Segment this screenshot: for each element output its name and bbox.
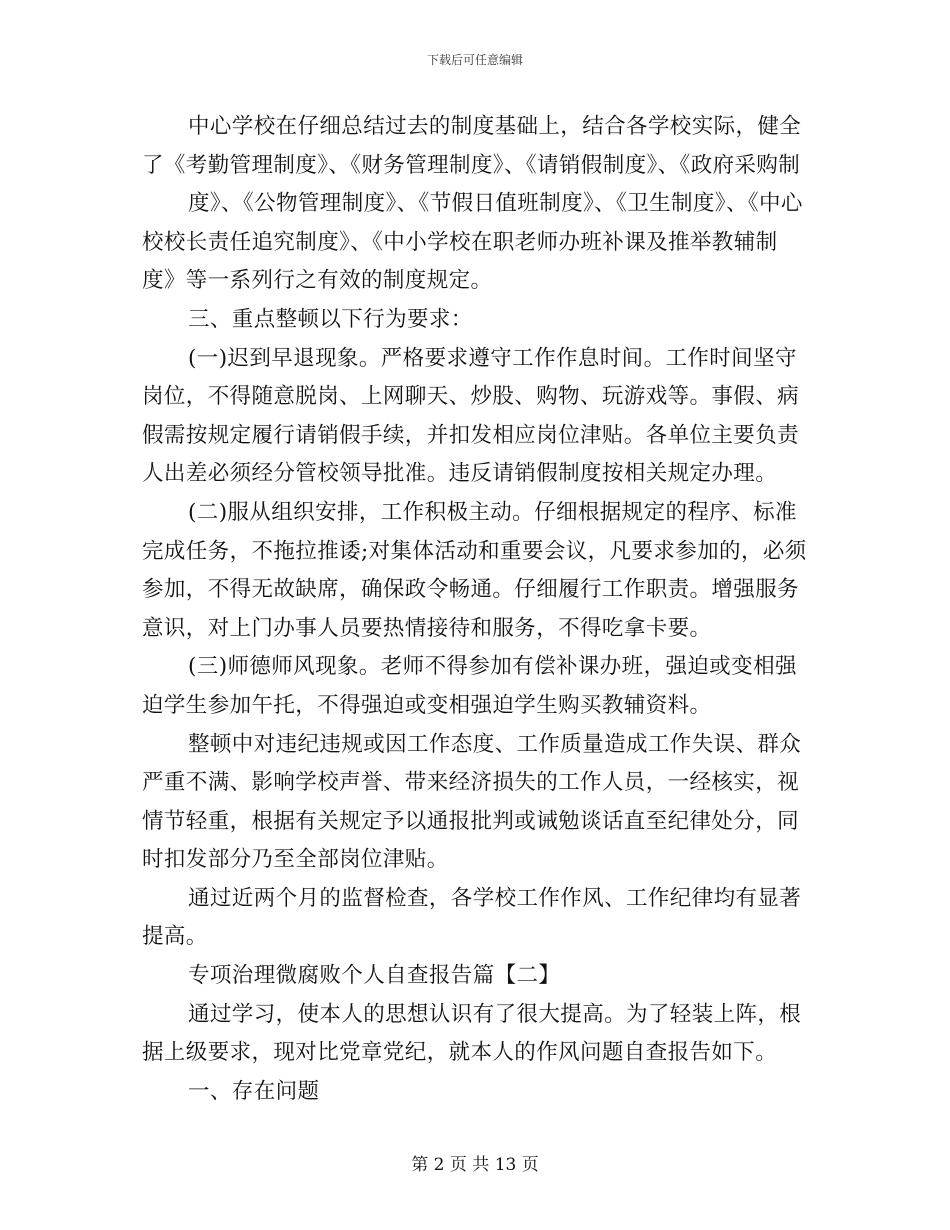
document-body <box>142 108 808 1111</box>
paragraph-regulations-intro: 中心学校在仔细总结过去的制度基础上，结合各学校实际，健全了《考勤管理制度》、《财务管理制度》、《请销假制度》、《政府采购制 <box>142 114 802 178</box>
paragraph-self-report-intro: 通过学习，使本人的思想认识有了很大提高。为了轻装上阵，根据上级要求，现对比党章党纪，就本人的作风问题自查报告如下。 <box>142 1001 802 1066</box>
page-header: 下载后可任意编辑 <box>426 53 523 67</box>
article-title-part-two: 专项治理微腐败个人自查报告篇【二】 <box>188 963 561 989</box>
page-footer: 第 2 页 共 13 页 <box>411 1155 539 1175</box>
paragraph-item-3: (三)师德师风现象。老师不得参加有偿补课办班，强迫或变相强迫学生参加午托，不得强迫或变相强迫学生购买教辅资料。 <box>142 654 797 718</box>
paragraph-regulations-list: 度》、《公物管理制度》、《节假日值班制度》、《卫生制度》、《中心校校长责任追究制度》、《中小学校在职老师办班补课及推举教辅制度》等一系列行之有效的制度规定。 <box>142 191 803 294</box>
paragraph-item-1: (一)迟到早退现象。严格要求遵守工作作息时间。工作时间坚守岗位，不得随意脱岗、上网聊天、炒股、购物、玩游戏等。事假、病假需按规定履行请销假手续，并扣发相应岗位津贴。各单位主要负责人出差必须经分管校领导批准。违反请销假制度按相关规定办理。 <box>142 345 800 487</box>
paragraph-item-2: (二)服从组织安排，工作积极主动。仔细根据规定的程序、标准完成任务，不拖拉推诿;对集体活动和重要会议，凡要求参加的，必须参加，不得无故缺席，确保政令畅通。仔细履行工作职责。增强服务意识，对上门办事人员要热情接待和服务，不得吃拿卡要。 <box>142 499 807 641</box>
paragraph-discipline: 整顿中对违纪违规或因工作态度、工作质量造成工作失误、群众严重不满、影响学校声誉、带来经济损失的工作人员，一经核实，视情节轻重，根据有关规定予以通报批判或诫勉谈话直至纪律处分，同时扣发部分乃至全部岗位津贴。 <box>142 731 802 873</box>
paragraph-result: 通过近两个月的监督检查，各学校工作作风、工作纪律均有显著提高。 <box>142 885 802 950</box>
section-heading-rectify: 三、重点整顿以下行为要求： <box>188 306 473 332</box>
section-heading-problems: 一、存在问题 <box>188 1078 320 1104</box>
